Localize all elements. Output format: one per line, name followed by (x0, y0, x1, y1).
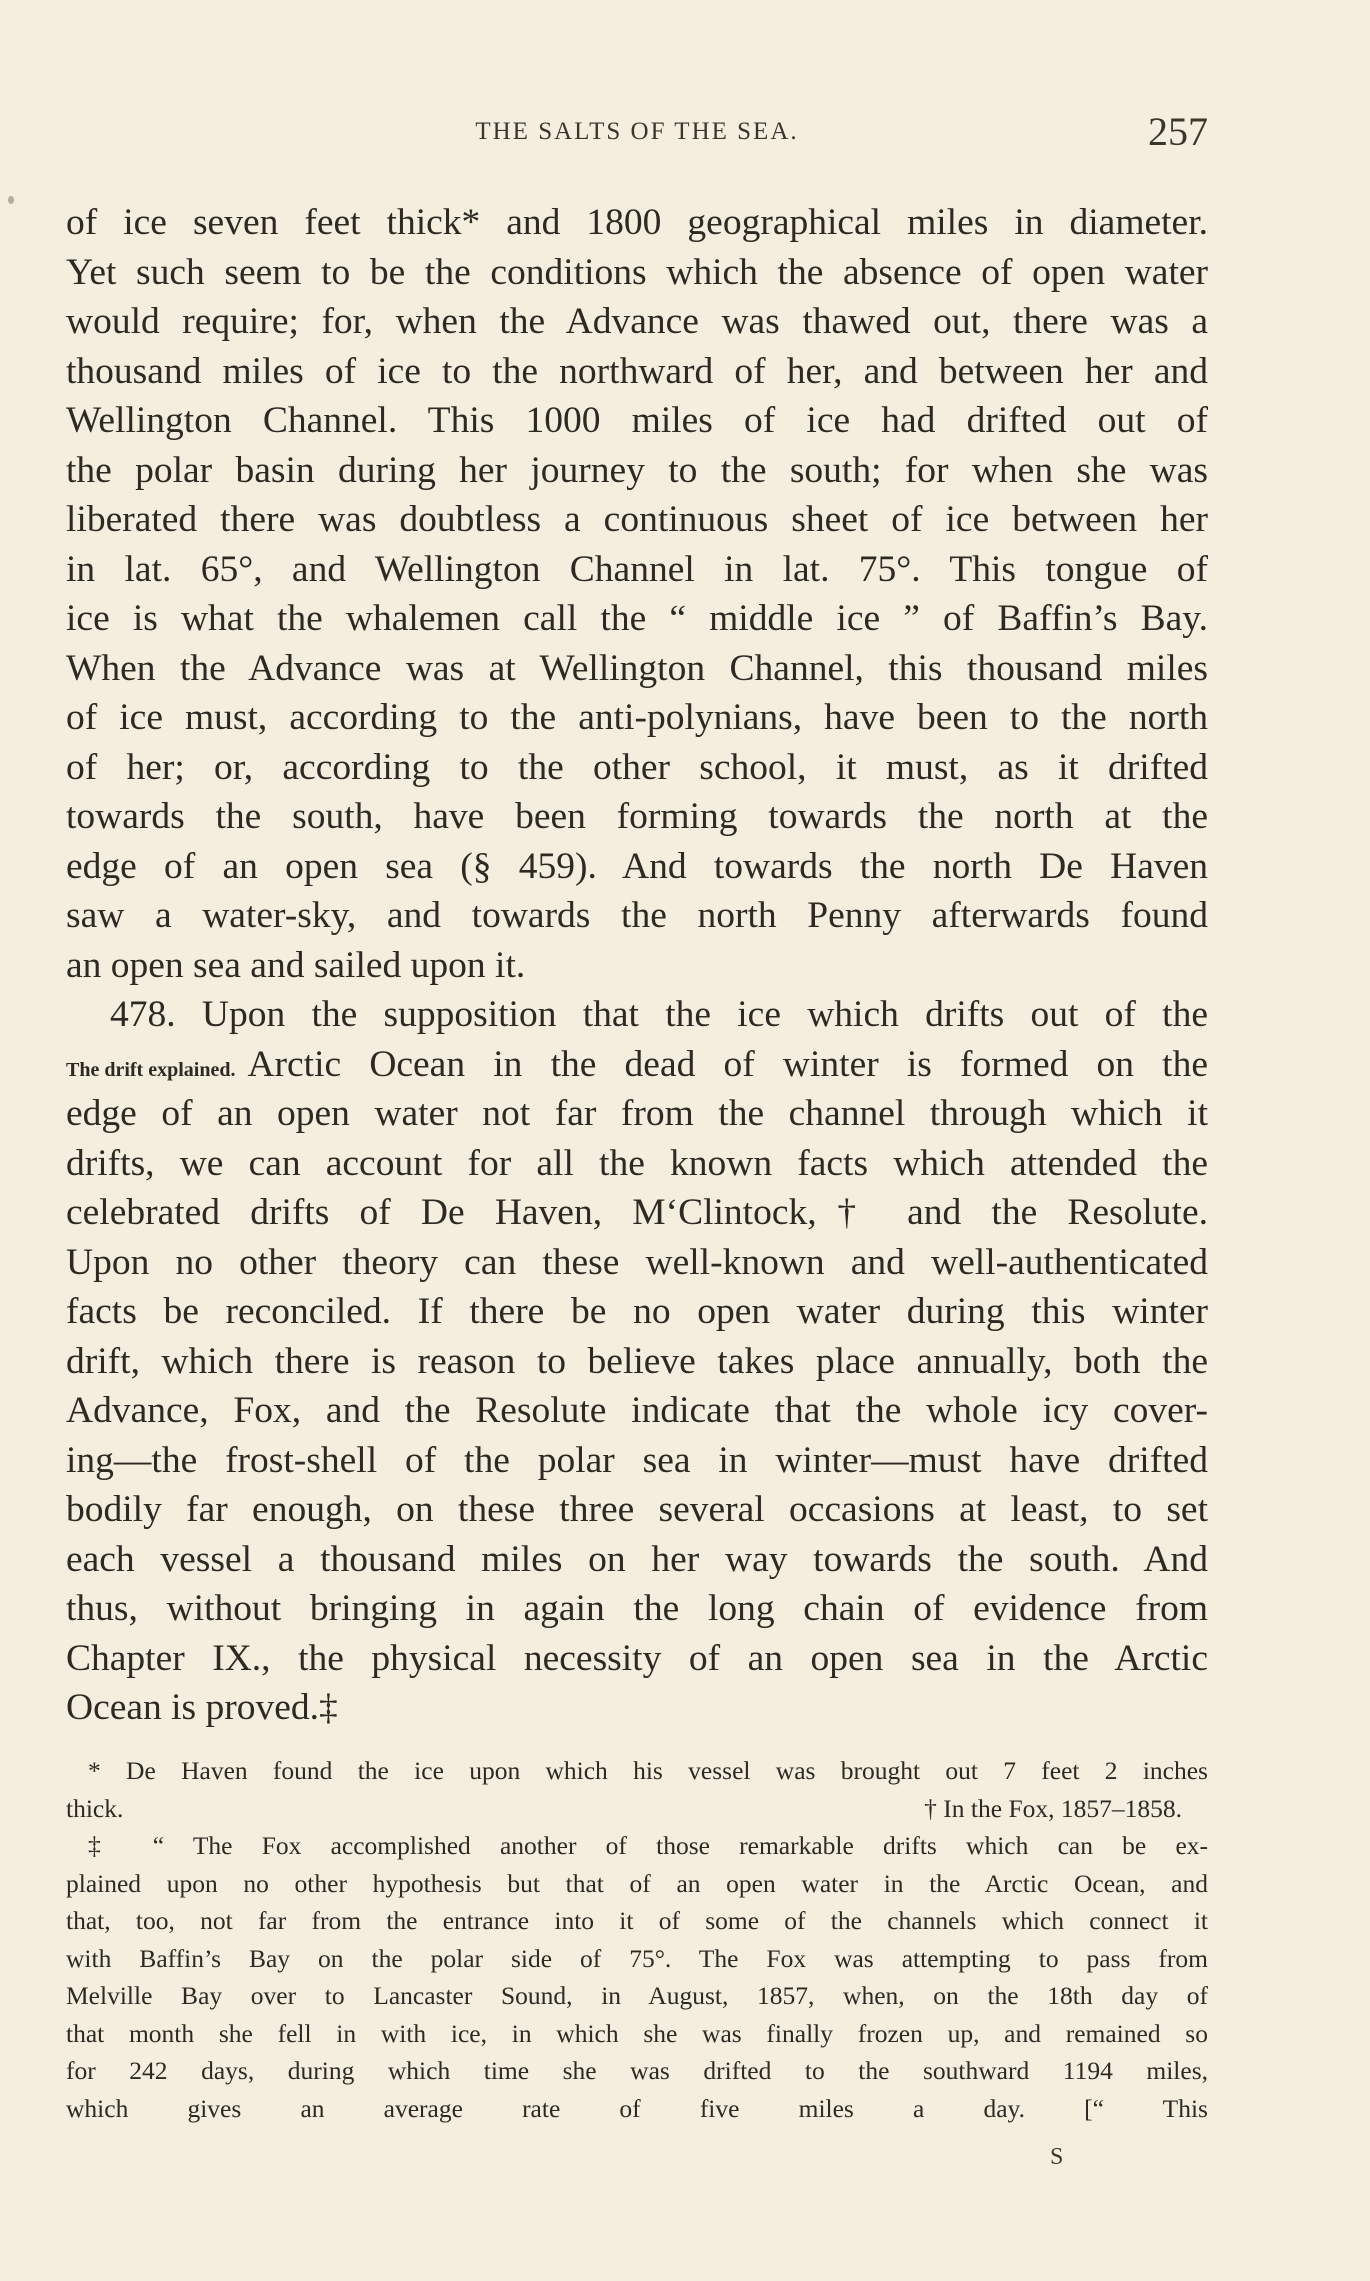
footnote-line: with Baffin’s Bay on the polar side of 75°. The Fox was attempting to pass from (66, 1943, 1208, 1973)
body-text (66, 198, 1208, 1733)
text-line: of ice seven feet thick* and 1800 geographical miles in diameter. (66, 202, 1208, 243)
text-line: thus, without bringing in again the long chain of evidence from (66, 1588, 1208, 1629)
marginal-note: The drift explained. (66, 1058, 236, 1081)
text-line: drifts, we can account for all the known facts which attended the (66, 1142, 1208, 1184)
text-line: would require; for, when the Advance was thawed out, there was a (66, 301, 1208, 342)
text-line: Chapter IX., the physical necessity of an open sea in the Arctic (66, 1637, 1208, 1679)
footnote-double-dagger-line: ‡ “ The Fox accomplished another of those remarkable drifts which can be ex- (88, 1831, 1208, 1860)
footnotes (66, 1752, 1208, 2127)
footnote-line: plained upon no other hypothesis but that of an open water in the Arctic Ocean, and (66, 1868, 1208, 1898)
footnote-star-end: thick. (66, 1793, 124, 1823)
paper-speck (8, 196, 14, 204)
text-line: of ice must, according to the anti-polynians, have been to the north (66, 697, 1208, 738)
text-line: facts be reconciled. If there be no open water during this winter (66, 1291, 1208, 1332)
text-line: edge of an open water not far from the channel through which it (66, 1093, 1208, 1134)
text-line: celebrated drifts of De Haven, M‘Clintock,† and the Resolute. (66, 1192, 1208, 1233)
text-line: Advance, Fox, and the Resolute indicate that the whole icy cover- (66, 1390, 1208, 1431)
text-line: Wellington Channel. This 1000 miles of ice had drifted out of (66, 400, 1208, 441)
text-line: of her; or, according to the other school, it must, as it drifted (66, 746, 1208, 788)
signature-mark: S (1050, 2144, 1064, 2170)
text-line: bodily far enough, on these three several occasions at least, to set (66, 1489, 1208, 1530)
footnote-line: which gives an average rate of five miles a day. [“ This (66, 2093, 1208, 2123)
text-line: Upon no other theory can these well-known and well-authenticated (66, 1241, 1208, 1283)
footnote-line: that month she fell in with ice, in which she was finally frozen up, and remained so (66, 2018, 1208, 2048)
text-line: Yet such seem to be the conditions which the absence of open water (66, 251, 1208, 293)
paragraph-478-second-line (66, 1040, 1208, 1090)
text-line: an open sea and sailed upon it. (66, 944, 526, 986)
page-number: 257 (1148, 109, 1208, 154)
text-line: When the Advance was at Wellington Channel, this thousand miles (66, 647, 1208, 689)
text-line-fragment: Arctic Ocean in the dead of winter is formed on the (247, 1043, 1208, 1085)
text-line: ice is what the whalemen call the “ middle ice ” of Baffin’s Bay. (66, 598, 1208, 639)
text-line: liberated there was doubtless a continuous sheet of ice between her (66, 499, 1208, 540)
text-line: in lat. 65°, and Wellington Channel in lat. 75°. This tongue of (66, 548, 1208, 590)
text-line: Ocean is proved.‡ (66, 1687, 338, 1728)
text-line: each vessel a thousand miles on her way towards the south. And (66, 1538, 1208, 1580)
running-head (66, 108, 1208, 158)
text-line: the polar basin during her journey to the south; for when she was (66, 449, 1208, 491)
running-title: THE SALTS OF THE SEA. (475, 118, 799, 145)
footnote-star-line: * De Haven found the ice upon which his vessel was brought out 7 feet 2 inches (88, 1756, 1208, 1785)
footnote-line: that, too, not far from the entrance into it of some of the channels which connect it (66, 1906, 1208, 1935)
text-line: ing—the frost-shell of the polar sea in winter—must have drifted (66, 1439, 1208, 1481)
footnote-star-dagger-line (66, 1790, 1208, 1828)
text-line: towards the south, have been forming towards the north at the (66, 796, 1208, 837)
footnote-line: for 242 days, during which time she was drifted to the southward 1194 miles, (66, 2056, 1208, 2085)
footnote-line: Melville Bay over to Lancaster Sound, in August, 1857, when, on the 18th day of (66, 1981, 1208, 2010)
text-line: edge of an open sea (§ 459). And towards the north De Haven (66, 845, 1208, 887)
footnote-dagger: † In the Fox, 1857–1858. (924, 1793, 1182, 1823)
text-line: drift, which there is reason to believe takes place annually, both the (66, 1340, 1208, 1382)
text-line: saw a water-sky, and towards the north Penny afterwards found (66, 895, 1208, 936)
text-line: thousand miles of ice to the northward of her, and between her and (66, 350, 1208, 392)
paragraph-478-first-line: 478. Upon the supposition that the ice which drifts out of the (110, 994, 1208, 1035)
